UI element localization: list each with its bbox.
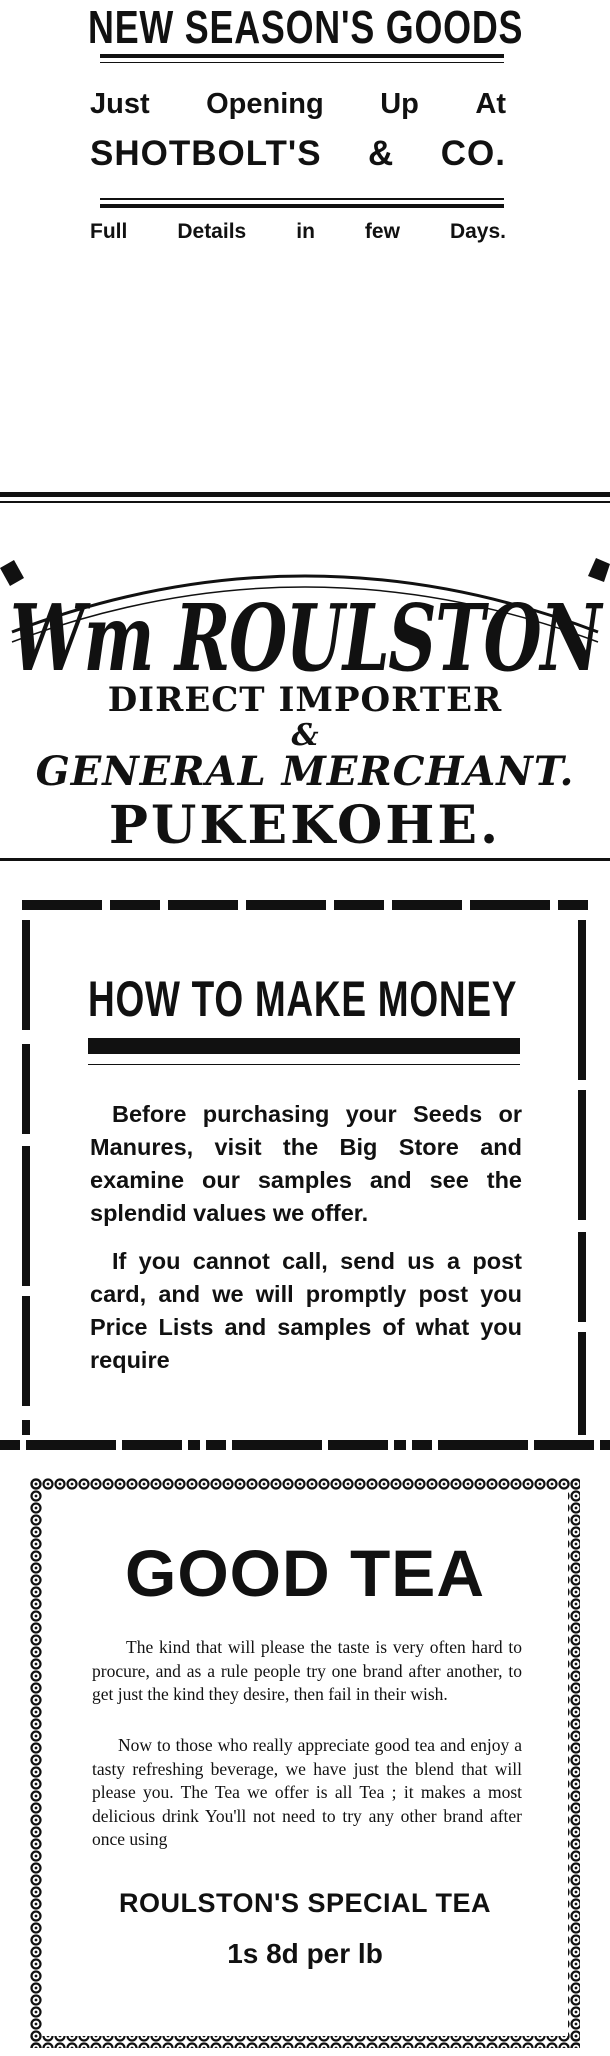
chain-border-top [30, 1478, 580, 1490]
divider [100, 54, 504, 58]
divider [88, 1038, 520, 1054]
town-name: PUKEKOHE. [108, 795, 502, 856]
divider [100, 198, 504, 200]
paragraph: Before purchasing your Seeds or Manures, visit the Big Store and examine our samples and see the splendid values we offer. [90, 1101, 522, 1226]
word: Full [90, 220, 128, 243]
paragraph: The kind that will please the taste is very often hard to procure, and as a rule people try one brand after another, to get just the kind they desire, then fail in their wish. [92, 1637, 522, 1704]
word: Just [90, 88, 150, 120]
roulston-banner [0, 520, 610, 690]
paragraph: If you cannot call, send us a post card, and we will promptly post you Price Lists and samples of what you require [90, 1248, 522, 1373]
word: Opening [206, 88, 324, 120]
paragraph: Now to those who really appreciate good tea and enjoy a tasty refreshing beverage, we have just the blend that will please you. The Tea we offer is all Tea ; it makes a most delicious drink You'll not need to try any other brand after once using [92, 1735, 522, 1849]
roulston-name: Wm ROULSTON [10, 584, 604, 690]
store-name [90, 134, 506, 174]
advert-title: HOW TO MAKE MONEY [88, 971, 518, 1027]
chain-border-bottom [30, 2036, 580, 2048]
section-separator [0, 492, 610, 497]
word: Details [177, 220, 247, 243]
section-separator [0, 501, 610, 503]
word: & [368, 134, 395, 173]
word: At [475, 88, 506, 120]
ampersand: & [291, 718, 319, 753]
opening-line [90, 88, 506, 121]
advert-title: GOOD TEA [124, 1536, 485, 1610]
divider [100, 62, 504, 63]
direct-importer: DIRECT IMPORTER [107, 680, 503, 720]
product-price: 1s 8d per lb [227, 1938, 383, 1969]
general-merchant: GENERAL MERCHANT. [35, 748, 575, 795]
section-separator [0, 858, 610, 861]
word: in [296, 220, 315, 243]
word: few [364, 220, 400, 243]
word: CO. [440, 134, 506, 173]
flourish-icon [0, 560, 24, 586]
word: Days. [449, 220, 506, 243]
word: SHOTBOLT'S [90, 134, 322, 173]
details-line [90, 220, 506, 244]
advert-title: NEW SEASON'S GOODS [88, 1, 524, 53]
flourish-icon [588, 558, 610, 582]
divider [88, 1064, 520, 1065]
product-name: ROULSTON'S SPECIAL TEA [119, 1888, 491, 1918]
word: Up [380, 88, 419, 120]
divider [100, 204, 504, 208]
